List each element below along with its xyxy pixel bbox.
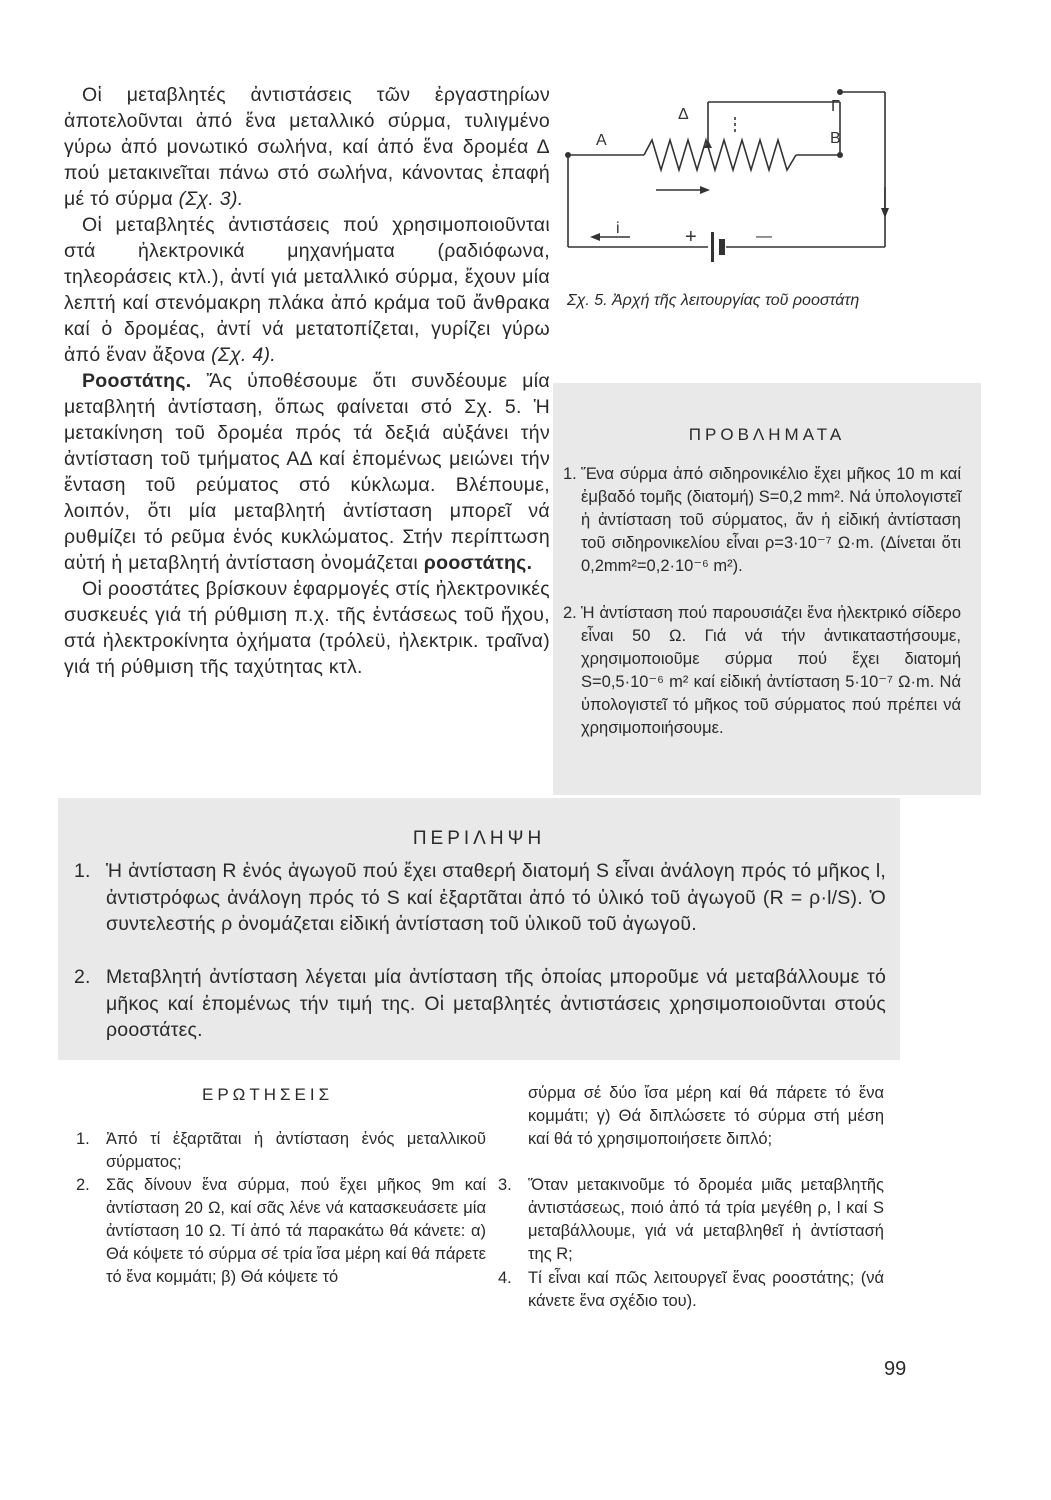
main-text-column xyxy=(64,82,550,680)
problem-number: 1. xyxy=(563,465,577,483)
rheostat-heading: Ροοστάτης. xyxy=(82,370,192,392)
battery-plate-short xyxy=(719,239,725,255)
summary-item xyxy=(74,964,886,1044)
problem-item xyxy=(563,463,961,578)
node-g xyxy=(837,89,843,95)
summary-text: Ἡ ἀντίσταση R ἑνός ἀγωγοῦ πού ἔχει σταθερή διατομή S εἶναι ἀνάλογη πρός τό μῆκος l, ἀντιστρόφως ἀνάλογη πρός τό S καί ἐξαρτᾶται ἀπό τό ὑλικό τοῦ ἀγωγοῦ (R = ρ·l/S). Ὁ συντελεστής ρ ὀνομάζεται εἰδική ἀντίσταση τοῦ ὑλικοῦ τοῦ ἀγωγοῦ. xyxy=(106,860,886,935)
arrow-head-bottom xyxy=(590,233,600,241)
label-minus: — xyxy=(756,228,772,245)
problems-box xyxy=(553,383,981,795)
summary-text: Μεταβλητή ἀντίσταση λέγεται μία ἀντίσταση τῆς ὁποίας μποροῦμε νά μεταβάλλουμε τό μῆκος καί ἐπομένως τήν τιμή της. Οἱ μεταβλητές ἀντιστάσεις χρησιμοποιοῦνται στούς ροοστάτες. xyxy=(106,966,886,1041)
question-text: Ἀπό τί ἐξαρτᾶται ἡ ἀντίσταση ἑνός μεταλλικοῦ σύρματος; xyxy=(106,1130,486,1171)
node-b xyxy=(837,152,843,158)
summary-item xyxy=(74,858,886,938)
rheostat-term: ροοστάτης. xyxy=(423,552,533,574)
figure-caption: Σχ. 5. Ἀρχή τῆς λειτουργίας τοῦ ροοστάτη xyxy=(567,292,860,309)
question-text: Τί εἶναι καί πῶς λειτουργεῖ ἕνας ροοστάτης; (νά κάνετε ἕνα σχέδιο του). xyxy=(528,1269,884,1310)
node-a xyxy=(565,152,571,158)
summary-box xyxy=(58,798,900,1060)
problems-title: ΠΡΟΒΛΗΜΑΤΑ xyxy=(688,425,846,444)
question-number: 2. xyxy=(76,1176,90,1194)
question-item xyxy=(498,1267,884,1313)
problem-item xyxy=(563,602,961,740)
arrow-head-right xyxy=(881,208,889,218)
paragraph-applications: Οἱ ροοστάτες βρίσκουν ἐφαρμογές στίς ἠλεκτρονικές συσκευές γιά τή ρύθμιση π.χ. τῆς ἐντάσεως τοῦ ἤχου, στά ἠλεκτροκίνητα ὀχήματα (τρόλεϋ, ἠλεκτρικ. τραῖνα) γιά τή ρύθμιση τῆς ταχύτητας κτλ. xyxy=(64,578,550,678)
question-text: Σᾶς δίνουν ἕνα σύρμα, πού ἔχει μῆκος 9m καί ἀντίσταση 20 Ω, καί σᾶς λένε νά κατασκευάσετε μία ἀντίσταση 10 Ω. Τί ἀπό τά παρακάτω θά κάνετε: α) Θά κόψετε τό σύρμα σέ τρία ἴσα μέρη καί θά πάρετε τό ἕνα κομμάτι; β) Θά κόψετε τό xyxy=(106,1176,486,1286)
summary-number: 1. xyxy=(74,860,91,882)
question-text: Ὅταν μετακινοῦμε τό δρομέα μιᾶς μεταβλητῆς ἀντιστάσεως, ποιό ἀπό τά τρία μεγέθη ρ, l καί S μεταβάλλουμε, γιά νά μεταβληθεῖ ἡ ἀντίστασή της R; xyxy=(528,1176,884,1263)
label-d: Δ xyxy=(678,106,689,123)
resistor-zigzag xyxy=(644,140,796,170)
problem-text: Ἕνα σύρμα ἀπό σιδηρονικέλιο ἔχει μῆκος 10 m καί ἐμβαδό τομῆς (διατομή) S=0,2 mm². Νά ὑπολογιστεῖ ἡ ἀντίσταση τοῦ σύρματος, ἄν ἡ εἰδική ἀντίσταση τοῦ σιδηρονικελίου εἶναι ρ=3·10⁻⁷ Ω·m. (Δίνεται ὅτι 0,2mm²=0,2·10⁻⁶ m²). xyxy=(581,465,961,575)
summary-number: 2. xyxy=(74,966,91,988)
question-number: 4. xyxy=(498,1269,512,1287)
label-b: Β xyxy=(830,130,841,147)
paragraph-rheostat: Ροοστάτης. Ἄς ὑποθέσουμε ὅτι συνδέουμε μία μεταβλητή ἀντίσταση, ὅπως φαίνεται στό Σχ. 5. Ἡ μετακίνηση τοῦ δρομέα πρός τά δεξιά αὐξάνει τήν ἀντίσταση τοῦ τμήματος ΑΔ καί ἐπομένως μειώνει τήν ἔνταση τοῦ ρεύματος στό κύκλωμα. Βλέπουμε, λοιπόν, ὅτι μία μεταβλητή ἀντίσταση μπορεῖ νά ρυθμίζει τό ρεῦμα ἑνός κυκλώματος. Στήν περίπτωση αὐτή ἡ μεταβλητή ἀντίσταση ὀνομάζεται ροοστάτης. xyxy=(64,370,550,574)
question-continuation xyxy=(528,1082,884,1151)
question-item xyxy=(76,1174,486,1289)
page-number: 99 xyxy=(884,1358,907,1380)
summary-title: ΠΕΡΙΛΗΨΗ xyxy=(412,828,546,849)
question-item xyxy=(498,1174,884,1266)
label-plus: + xyxy=(685,226,697,248)
question-text: σύρμα σέ δύο ἴσα μέρη καί θά πάρετε τό ἕνα κομμάτι; γ) Θά διπλώσετε τό σύρμα στή μέση καί θά τό χρησιμοποιήσετε διπλό; xyxy=(528,1084,884,1148)
paragraph-electronic-resistors: Οἱ μεταβλητές ἀντιστάσεις πού χρησιμοποιοῦνται στά ἠλεκτρονικά μηχανήματα (ραδιόφωνα, τηλεοράσεις κτλ.), ἀντί γιά μεταλλικό σύρμα, ἔχουν μία λεπτή καί στενόμακρη πλάκα ἀπό κράμα τοῦ ἄνθρακα καί ὁ δρομέας, ἀντί νά μετατοπίζεται, γυρίζει γύρω ἀπό ἕναν ἄξονα (Σχ. 4). xyxy=(64,214,550,366)
question-item xyxy=(76,1128,486,1174)
question-number: 3. xyxy=(498,1176,512,1194)
label-g: Γ xyxy=(831,98,840,115)
question-number: 1. xyxy=(76,1130,90,1148)
arrow-head-top xyxy=(700,186,710,194)
problem-number: 2. xyxy=(563,604,577,622)
questions-title: ΕΡΩΤΗΣΕΙΣ xyxy=(202,1085,334,1104)
figure-ref-3: (Σχ. 3). xyxy=(178,188,244,210)
problem-text: Ἡ ἀντίσταση πού παρουσιάζει ἕνα ἠλεκτρικό σίδερο εἶναι 50 Ω. Γιά νά τήν ἀντικαταστήσουμε, χρησιμοποιοῦμε σύρμα πού ἔχει διατομή S=0,5·10⁻⁶ m² καί εἰδική ἀντίσταση 5·10⁻⁷ Ω·m. Νά ὑπολογιστεῖ τό μῆκος τοῦ σύρματος πού πρέπει νά χρησιμοποιήσουμε. xyxy=(581,604,961,737)
label-a: Α xyxy=(596,132,607,149)
paragraph-variable-resistors: Οἱ μεταβλητές ἀντιστάσεις τῶν ἐργαστηρίων ἀποτελοῦνται ἀπό ἕνα μεταλλικό σύρμα, τυλιγμένο γύρω ἀπό μονωτικό σωλήνα, καί ἀπό ἕνα δρομέα Δ πού μετακινεῖται πάνω στό σωλήνα, κάνοντας ἐπαφή μέ τό σύρμα (Σχ. 3). xyxy=(64,84,550,210)
figure-ref-4: (Σχ. 4). xyxy=(211,344,276,366)
battery-plate-long xyxy=(711,232,714,262)
label-i: i xyxy=(616,220,620,237)
